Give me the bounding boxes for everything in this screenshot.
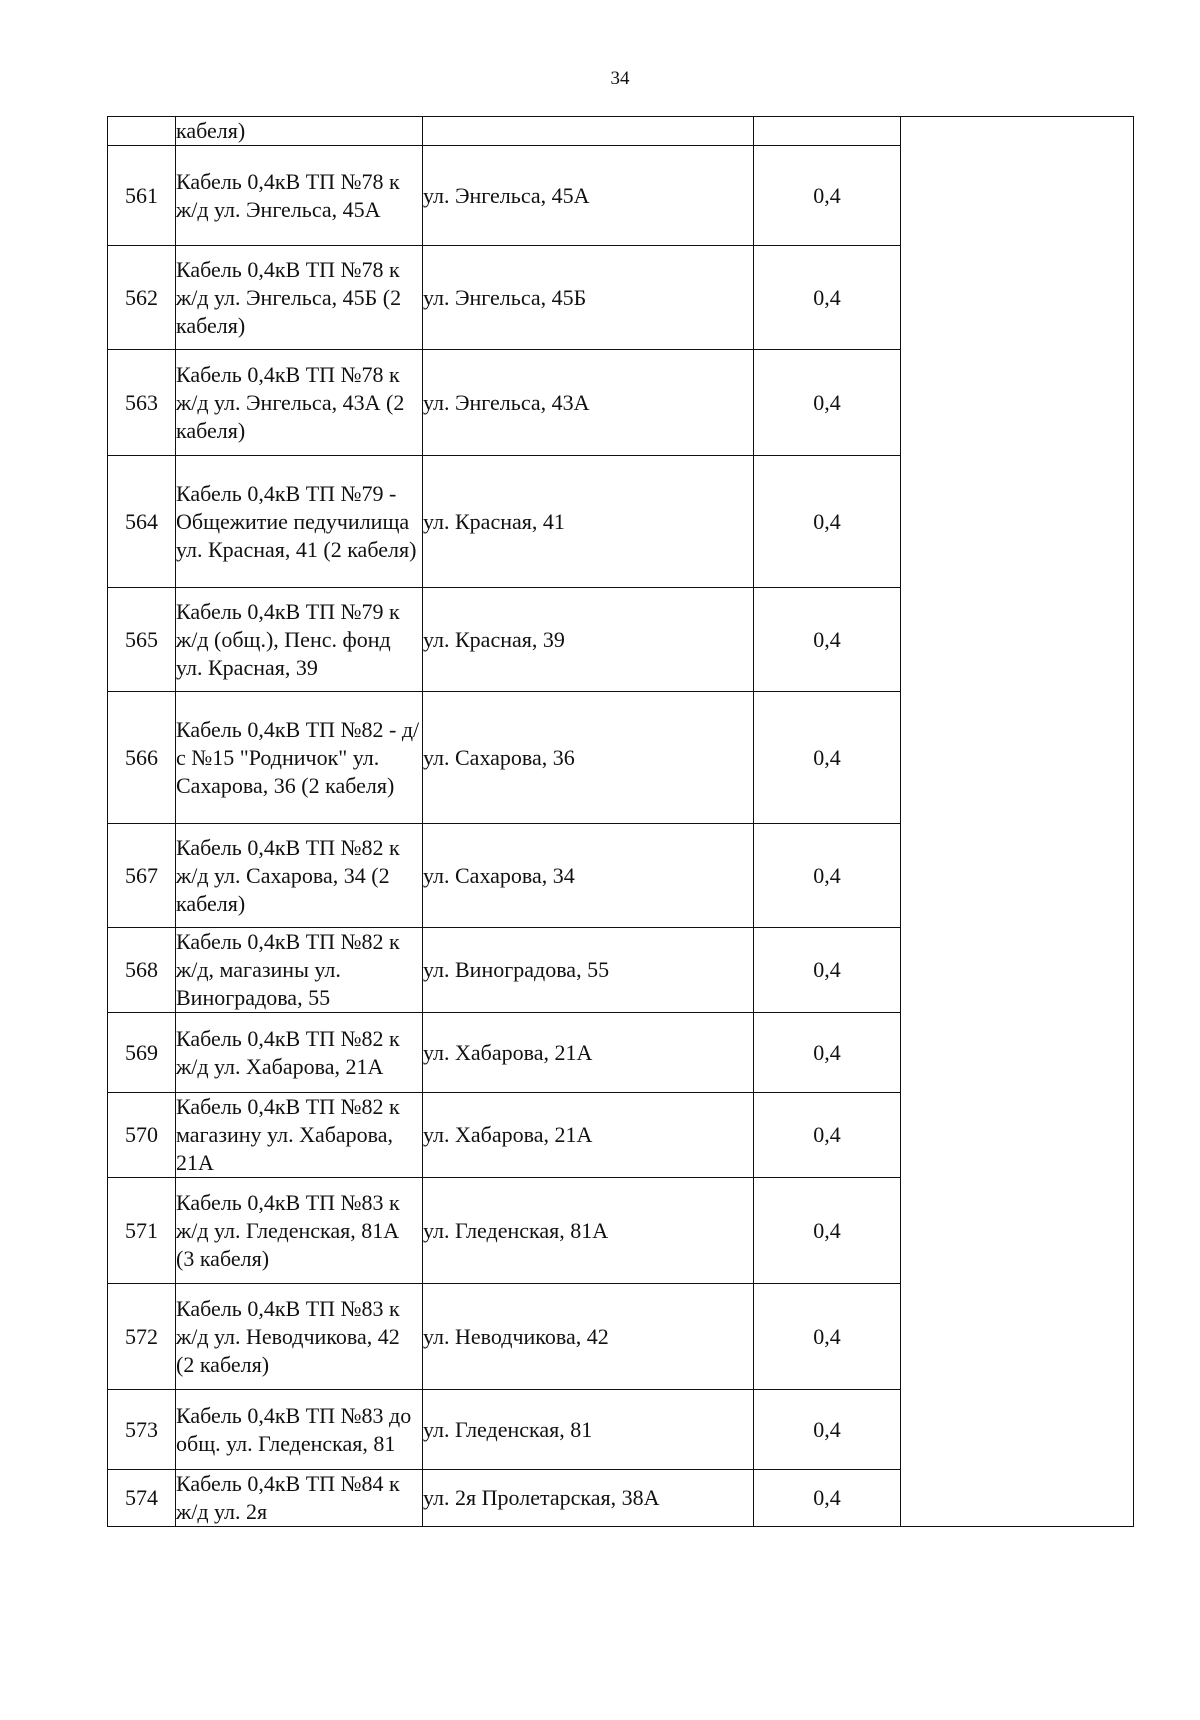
- cell-number: 568: [108, 928, 176, 1013]
- cell-number: 572: [108, 1284, 176, 1390]
- registry-table: [107, 116, 1134, 1527]
- cell-address: ул. Гледенская, 81А: [423, 1178, 754, 1284]
- cell-name: Кабель 0,4кВ ТП №84 к ж/д ул. 2я: [176, 1470, 423, 1527]
- table-body: [108, 117, 1134, 1527]
- cell-voltage: 0,4: [754, 146, 901, 246]
- cell-name: Кабель 0,4кВ ТП №78 к ж/д ул. Энгельса, 45А: [176, 146, 423, 246]
- cell-voltage: 0,4: [754, 1470, 901, 1527]
- cell-address: ул. Энгельса, 43А: [423, 350, 754, 456]
- cell-voltage: 0,4: [754, 588, 901, 692]
- cell-name: Кабель 0,4кВ ТП №83 к ж/д ул. Гледенская, 81А (3 кабеля): [176, 1178, 423, 1284]
- page-number: 34: [610, 68, 630, 89]
- cell-address: ул. Неводчикова, 42: [423, 1284, 754, 1390]
- cell-number: 565: [108, 588, 176, 692]
- cell-voltage: [754, 117, 901, 146]
- cell-number: 567: [108, 824, 176, 928]
- cell-name: Кабель 0,4кВ ТП №79 - Общежитие педучилища ул. Красная, 41 (2 кабеля): [176, 456, 423, 588]
- cell-voltage: 0,4: [754, 824, 901, 928]
- cell-address: ул. Гледенская, 81: [423, 1390, 754, 1470]
- cell-number: [108, 117, 176, 146]
- cell-name: Кабель 0,4кВ ТП №82 - д/с №15 "Родничок" ул. Сахарова, 36 (2 кабеля): [176, 692, 423, 824]
- cell-voltage: 0,4: [754, 1013, 901, 1093]
- cell-name: Кабель 0,4кВ ТП №82 к ж/д ул. Сахарова, 34 (2 кабеля): [176, 824, 423, 928]
- cell-number: 569: [108, 1013, 176, 1093]
- cell-name: Кабель 0,4кВ ТП №83 к ж/д ул. Неводчикова, 42 (2 кабеля): [176, 1284, 423, 1390]
- cell-address: ул. Энгельса, 45А: [423, 146, 754, 246]
- cell-name: Кабель 0,4кВ ТП №78 к ж/д ул. Энгельса, 45Б (2 кабеля): [176, 246, 423, 350]
- cell-address: ул. Красная, 41: [423, 456, 754, 588]
- cell-voltage: 0,4: [754, 1093, 901, 1178]
- cell-voltage: 0,4: [754, 1178, 901, 1284]
- cell-number: 561: [108, 146, 176, 246]
- cell-address: ул. Сахарова, 36: [423, 692, 754, 824]
- cell-address: ул. 2я Пролетарская, 38А: [423, 1470, 754, 1527]
- cell-voltage: 0,4: [754, 456, 901, 588]
- cell-voltage: 0,4: [754, 1284, 901, 1390]
- cell-address: ул. Красная, 39: [423, 588, 754, 692]
- cell-number: 574: [108, 1470, 176, 1527]
- continuation-row: [108, 117, 1134, 146]
- cell-name: Кабель 0,4кВ ТП №78 к ж/д ул. Энгельса, 43А (2 кабеля): [176, 350, 423, 456]
- cell-name: Кабель 0,4кВ ТП №82 к ж/д ул. Хабарова, 21А: [176, 1013, 423, 1093]
- cell-address: [423, 117, 754, 146]
- cell-address: ул. Хабарова, 21А: [423, 1093, 754, 1178]
- cell-address: ул. Хабарова, 21А: [423, 1013, 754, 1093]
- cell-voltage: 0,4: [754, 1390, 901, 1470]
- cell-name: Кабель 0,4кВ ТП №82 к магазину ул. Хабарова, 21А: [176, 1093, 423, 1178]
- cell-number: 570: [108, 1093, 176, 1178]
- cell-number: 571: [108, 1178, 176, 1284]
- cell-address: ул. Энгельса, 45Б: [423, 246, 754, 350]
- cell-number: 562: [108, 246, 176, 350]
- cell-voltage: 0,4: [754, 692, 901, 824]
- cell-name: Кабель 0,4кВ ТП №82 к ж/д, магазины ул. Виноградова, 55: [176, 928, 423, 1013]
- cell-number: 563: [108, 350, 176, 456]
- cell-address: ул. Сахарова, 34: [423, 824, 754, 928]
- cell-name: Кабель 0,4кВ ТП №83 до общ. ул. Гледенская, 81: [176, 1390, 423, 1470]
- cell-name: кабеля): [176, 117, 423, 146]
- cell-number: 573: [108, 1390, 176, 1470]
- cell-name: Кабель 0,4кВ ТП №79 к ж/д (общ.), Пенс. фонд ул. Красная, 39: [176, 588, 423, 692]
- cell-voltage: 0,4: [754, 246, 901, 350]
- cell-voltage: 0,4: [754, 928, 901, 1013]
- cell-number: 564: [108, 456, 176, 588]
- cell-voltage: 0,4: [754, 350, 901, 456]
- cell-blank-right: [901, 117, 1134, 1527]
- cell-address: ул. Виноградова, 55: [423, 928, 754, 1013]
- cell-number: 566: [108, 692, 176, 824]
